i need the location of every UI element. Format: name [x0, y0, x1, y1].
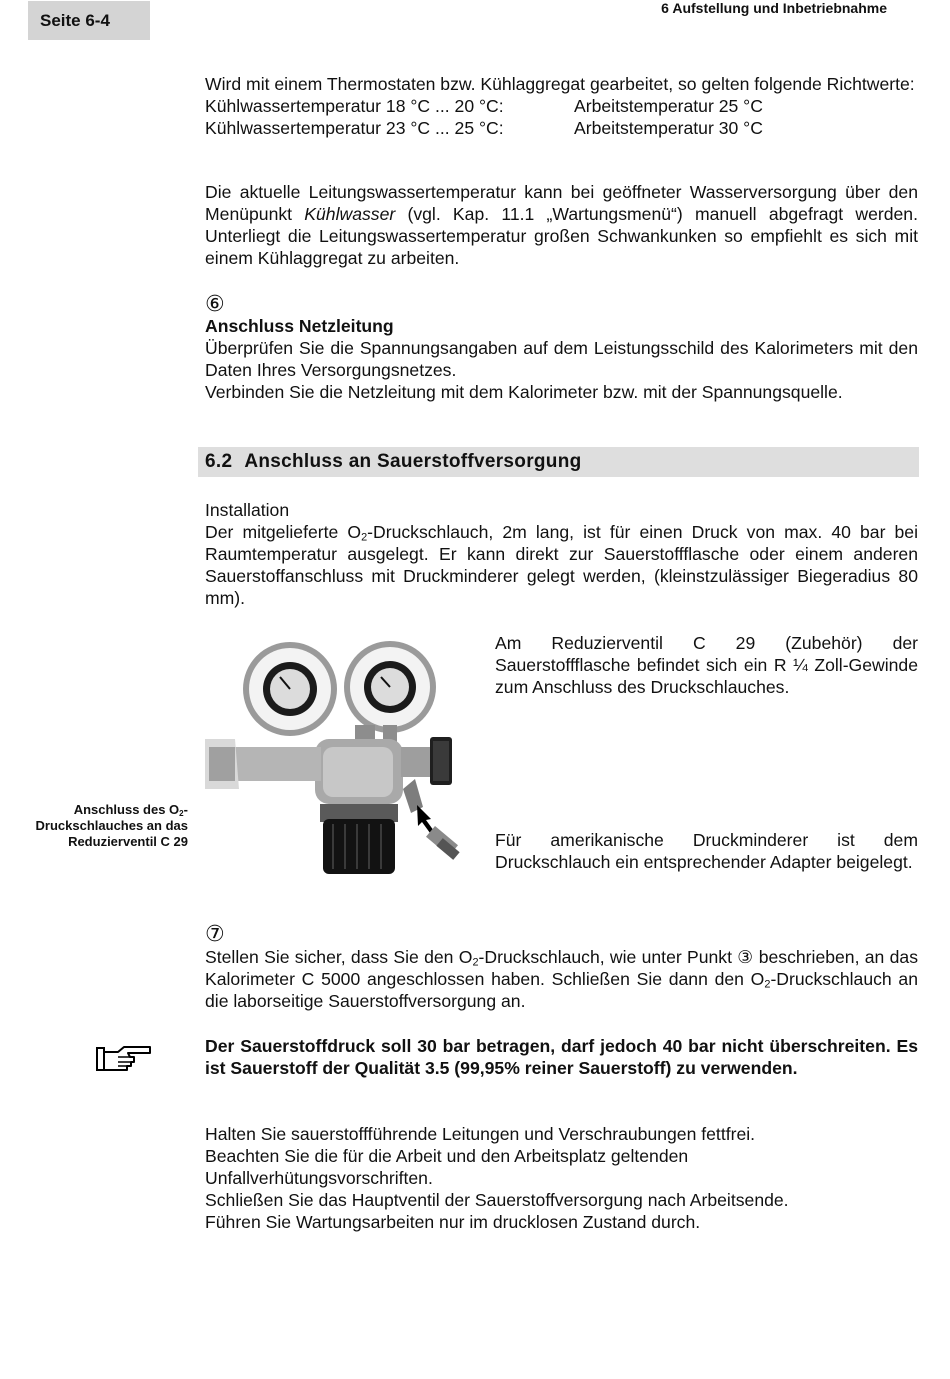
- reducer-valve-note: Am Reduzierventil C 29 (Zubehör) der Sauerstoffflasche befindet sich ein R ¼ Zoll-Gewinde zum Anschluss des Druckschlauches.: [495, 633, 918, 697]
- section-number: 6.2: [205, 451, 233, 472]
- text-span: (vgl. Kap. 11.1 „Wartungsmenü“) manuell abgefragt werden. Unterliegt die Leitungswassertemperatur großen Schwankunken so empfiehlt es sich mit einem Kühlaggregat zu arbeiten.: [205, 203, 918, 268]
- step-6-heading: Anschluss Netzleitung: [205, 316, 394, 336]
- working-temperature: Arbeitstemperatur 25 °C: [574, 95, 763, 116]
- text-span: -Druckschlauch, 2m lang, ist für einen Druck von max. 40 bar bei Raumtemperatur ausgelegt. Er kann direkt zur Sauerstoffflasche oder einem anderen Sauerstoffanschluss mit Druckminderer gelegt werden, (kleinstzulässiger Biegeradius 80 mm).: [205, 521, 919, 608]
- subscript: 2: [361, 531, 368, 544]
- step-6-text-1: Überprüfen Sie die Spannungsangaben auf dem Leistungsschild des Kalorimeters mit den Daten Ihres Versorgungsnetzes.: [205, 337, 918, 380]
- cooling-water-range: Kühlwassertemperatur 23 °C ... 25 °C:: [205, 117, 504, 138]
- adapter-note: Für amerikanische Druckminderer ist dem Druckschlauch ein entsprechender Adapter beigelegt.: [495, 830, 918, 872]
- working-temperature: Arbeitstemperatur 30 °C: [574, 117, 763, 138]
- intro-sentence: Wird mit einem Thermostaten bzw. Kühlaggregat gearbeitet, so gelten folgende Richtwerte:: [205, 74, 915, 94]
- page-number-tab: [28, 1, 150, 40]
- photo-caption: [22, 802, 188, 850]
- text-span: Stellen Sie sicher, dass Sie den O: [205, 947, 473, 967]
- subscript: 2: [764, 978, 771, 991]
- installation-label: Installation: [205, 500, 290, 520]
- step-7-marker: ⑦: [205, 921, 225, 946]
- chapter-title: 6 Aufstellung und Inbetriebnahme: [661, 0, 887, 16]
- safety-block: [205, 1124, 918, 1234]
- intro-block: [205, 74, 918, 140]
- text-span: Der mitgelieferte O: [205, 521, 362, 542]
- pressure-regulator-photo: [205, 629, 470, 881]
- step-6-marker: ⑥: [205, 291, 225, 316]
- text-span: Anschluss des O: [73, 802, 180, 817]
- text-span: -Druckschlauch, wie unter Punkt ③ beschrieben, an das Kalorimeter C 5000 angeschlossen haben. Schließen Sie dann den O: [205, 947, 918, 989]
- step-7-text: [205, 947, 918, 1013]
- safety-line: Beachten Sie die für die Arbeit und den Arbeitsplatz geltenden Unfallverhütungsvorschriften.: [205, 1145, 689, 1188]
- oxygen-pressure-note: Der Sauerstoffdruck soll 30 bar betragen, darf jedoch 40 bar nicht überschreiten. Es ist Sauerstoff der Qualität 3.5 (99,95% reiner Sauerstoff) zu verwenden.: [205, 1036, 918, 1078]
- subscript: 2: [179, 809, 184, 818]
- cooling-water-range: Kühlwassertemperatur 18 °C ... 20 °C:: [205, 95, 504, 116]
- step-6-block: [205, 316, 918, 404]
- page-number: Seite 6-4: [40, 10, 110, 30]
- installation-block: [205, 500, 918, 610]
- pointing-hand-icon: [96, 1044, 152, 1074]
- section-title: Anschluss an Sauerstoffversorgung: [244, 451, 582, 472]
- safety-line: Schließen Sie das Hauptventil der Sauerstoffversorgung nach Arbeitsende.: [205, 1189, 789, 1210]
- subscript: 2: [472, 956, 479, 969]
- installation-text: [205, 522, 918, 610]
- safety-line: Führen Sie Wartungsarbeiten nur im drucklosen Zustand durch.: [205, 1211, 701, 1232]
- menu-item-reference: Kühlwasser: [304, 203, 396, 224]
- text-span: -Druckschlauches an das Reduzierventil C 29: [35, 802, 188, 849]
- guideline-row: [205, 118, 918, 140]
- guideline-row: [205, 96, 918, 118]
- text-span: Die aktuelle Leitungswassertemperatur kann bei geöffneter Wasserversorgung über den Menüpunkt: [205, 182, 918, 224]
- section-heading-bar: [198, 447, 919, 477]
- text-span: -Druckschlauch an die laborseitige Sauerstoffversorgung an.: [205, 968, 918, 1011]
- step-6-text-2: Verbinden Sie die Netzleitung mit dem Kalorimeter bzw. mit der Spannungsquelle.: [205, 381, 843, 402]
- tap-water-paragraph: [205, 182, 918, 270]
- safety-line: Halten Sie sauerstoffführende Leitungen und Verschraubungen fettfrei.: [205, 1124, 756, 1144]
